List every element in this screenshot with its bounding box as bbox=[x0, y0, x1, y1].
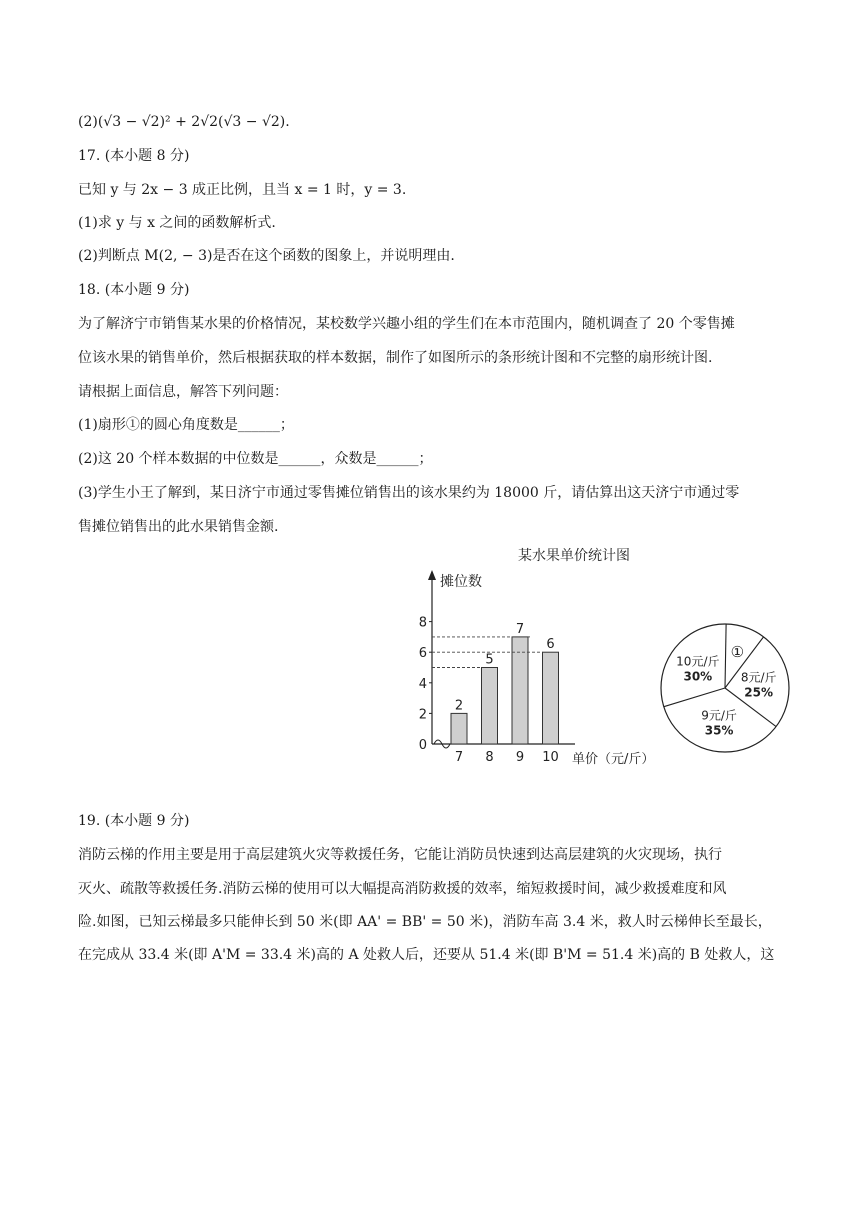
y-tick-label: 2 bbox=[418, 707, 427, 723]
bar-value-label: 7 bbox=[515, 621, 525, 637]
bar-value-label: 5 bbox=[485, 652, 494, 668]
pie-percent-label: 35% bbox=[704, 723, 734, 738]
text-line: 为了解济宁市销售某水果的价格情况，某校数学兴趣小组的学生们在本市范围内，随机调查了 20 个零售摊 bbox=[78, 316, 735, 332]
pie-percent-label: 25% bbox=[744, 685, 774, 700]
bar bbox=[543, 652, 559, 744]
figure-title: 某水果单价统计图 bbox=[518, 548, 630, 564]
text-line: (1)扇形①的圆心角度数是______； bbox=[78, 417, 294, 433]
pie-chart bbox=[655, 618, 795, 758]
x-tick-label: 7 bbox=[454, 750, 464, 765]
text-line: 19. (本小题 9 分) bbox=[78, 813, 190, 829]
text-line: (2)这 20 个样本数据的中位数是______，众数是______； bbox=[78, 451, 433, 467]
y-tick-label: 4 bbox=[418, 676, 427, 692]
text-line: (2)判断点 M(2, − 3)是否在这个函数的图象上，并说明理由. bbox=[78, 248, 455, 264]
text-line: 消防云梯的作用主要是用于高层建筑火灾等救援任务，它能让消防员快速到达高层建筑的火灾现场，执行 bbox=[78, 847, 722, 863]
text-line: 17. (本小题 8 分) bbox=[78, 148, 190, 164]
text-line: 请根据上面信息，解答下列问题： bbox=[78, 384, 288, 400]
text-line: 险.如图，已知云梯最多只能伸长到 50 米(即 AA' = BB' = 50 米)，消防车高 3.4 米，救人时云梯伸长至最长， bbox=[78, 914, 772, 930]
y-tick-label: 8 bbox=[418, 615, 427, 631]
x-axis-label: 单价（元/斤） bbox=[572, 752, 655, 767]
text-line: (1)求 y 与 x 之间的函数解析式. bbox=[78, 215, 276, 231]
bar bbox=[451, 713, 467, 744]
bar bbox=[482, 668, 498, 745]
y-tick-label: 0 bbox=[418, 738, 427, 753]
pie-label: 10元/斤 bbox=[676, 654, 720, 669]
bar-value-label: 6 bbox=[546, 637, 555, 653]
text-line: (2)(√3 − √2)² + 2√2(√3 − √2). bbox=[78, 114, 290, 130]
text-line: 灭火、疏散等救援任务.消防云梯的使用可以大幅提高消防救援的效率，缩短救援时间，减少救援难度和风 bbox=[78, 881, 727, 897]
y-axis-label: 摊位数 bbox=[440, 574, 482, 590]
pie-label: 8元/斤 bbox=[740, 670, 777, 685]
x-tick-label: 10 bbox=[542, 750, 559, 765]
text-line: 已知 y 与 2x − 3 成正比例，且当 x = 1 时，y = 3. bbox=[78, 182, 407, 198]
text-line: 在完成从 33.4 米(即 A'M = 33.4 米)高的 A 处救人后，还要从 51.4 米(即 B'M = 51.4 米)高的 B 处救人，这 bbox=[78, 947, 775, 963]
pie-label: ① bbox=[730, 643, 745, 662]
y-tick-label: 6 bbox=[418, 646, 427, 662]
pie-label: 9元/斤 bbox=[701, 708, 737, 723]
pie-percent-label: 30% bbox=[683, 669, 713, 684]
x-tick-label: 8 bbox=[485, 750, 494, 765]
text-line: 位该水果的销售单价，然后根据获取的样本数据，制作了如图所示的条形统计图和不完整的扇形统计图. bbox=[78, 350, 713, 366]
x-tick-label: 9 bbox=[515, 750, 525, 765]
y-axis-arrow bbox=[428, 570, 436, 580]
bar-value-label: 2 bbox=[454, 698, 464, 714]
bar bbox=[512, 637, 528, 744]
text-line: 售摊位销售出的此水果销售金额. bbox=[78, 519, 279, 535]
text-line: 18. (本小题 9 分) bbox=[78, 282, 190, 298]
text-line: (3)学生小王了解到，某日济宁市通过零售摊位销售出的该水果约为 18000 斤，请估算出这天济宁市通过零 bbox=[78, 485, 740, 501]
